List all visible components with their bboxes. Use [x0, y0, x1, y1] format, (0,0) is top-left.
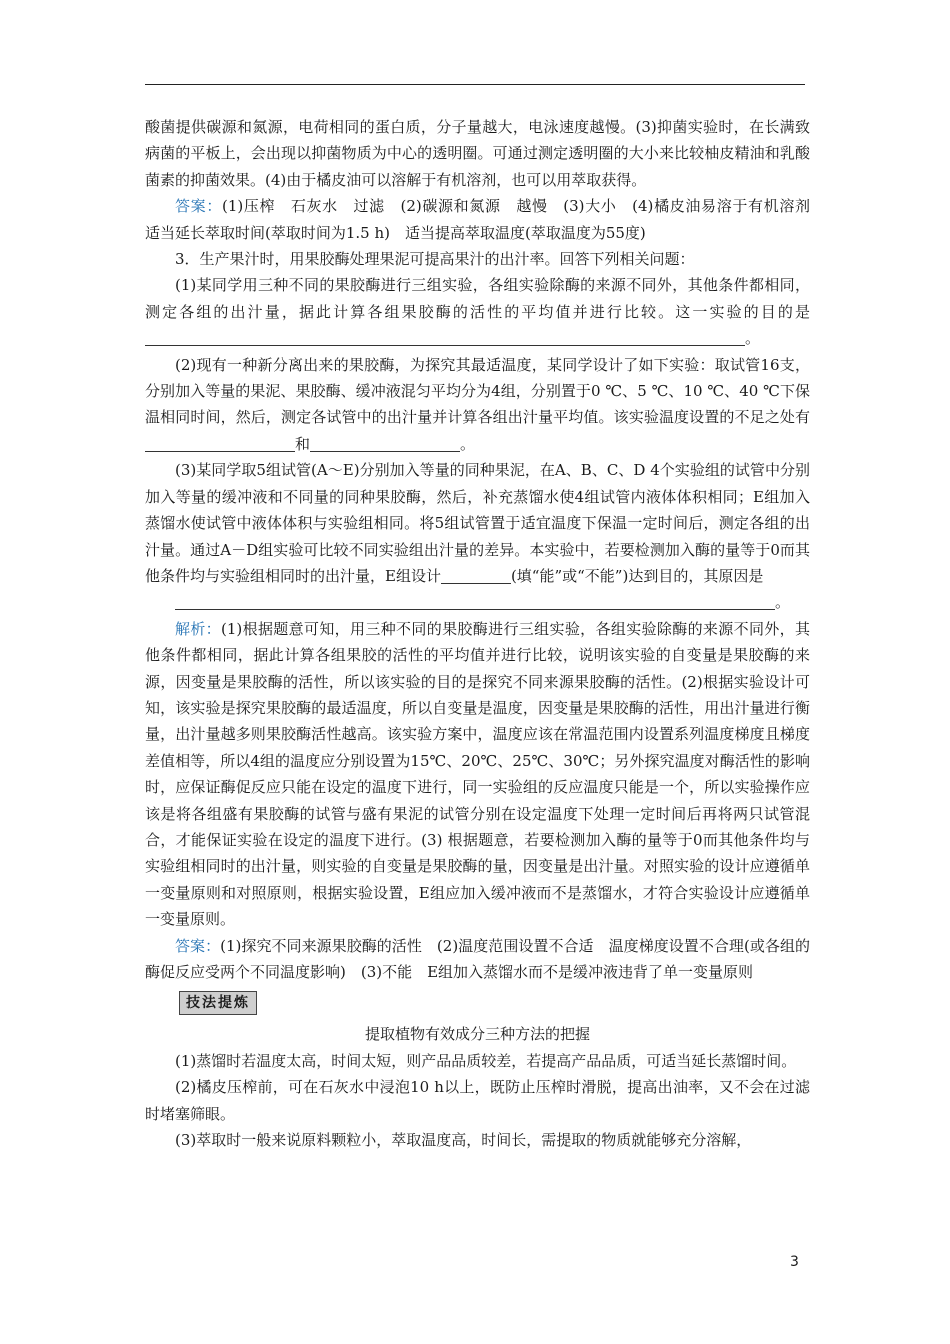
- answer-label: 答案：: [175, 936, 221, 955]
- connector-text: 和: [295, 434, 311, 453]
- question-3-stem: 3．生产果汁时，用果胶酶处理果泥可提高果汁的出汁率。回答下列相关问题：: [175, 250, 695, 269]
- answer-blank: [145, 329, 745, 346]
- answer-paragraph-1: [145, 193, 826, 246]
- question-text: (2)现有一种新分离出来的果胶酶，为探究其最适温度，某同学设计了如下实验：取试管16支，分别加入等量的果泥、果胶酶、缓冲液混匀平均分为4组，分别置于0 ℃、5 ℃、10 ℃、40 ℃下保温相同时间，然后，测定各试管中的出汁量并计算各组出汁量平均值。该实验温度设置的不足之处有: [145, 355, 810, 427]
- page-content: [145, 114, 826, 1153]
- answer-blank: [441, 567, 511, 584]
- question-3-part-1: [145, 272, 810, 351]
- question-text: (填“能”或“不能”)达到目的，其原因是: [510, 566, 764, 585]
- question-text: (3)某同学取5组试管(A～E)分别加入等量的同种果泥，在A、B、C、D 4个实验组的试管中分别加入等量的缓冲液和不同量的同种果胶酶，然后，补充蒸馏水使4组试管内液体体积相同；E组加入蒸馏水使试管中液体体积与实验组相同。将5组试管置于适宜温度下保温一定时间后，测定各组的出汁量。通过A－D组实验可比较不同实验组出汁量的差异。本实验中，若要检测加入酶的量等于0而其他条件均与实验组相同时的出汁量，E组设计: [145, 461, 810, 585]
- tip-tag: 技法提炼: [179, 991, 257, 1015]
- header-rule: [145, 84, 805, 85]
- question-text: (1)某同学用三种不同的果胶酶进行三组实验，各组实验除酶的来源不同外，其他条件都相同，测定各组的出汁量，据此计算各组果胶酶的活性的平均值并进行比较。这一实验的目的是: [145, 276, 810, 321]
- paragraph-continuation: 酸菌提供碳源和氮源，电荷相同的蛋白质，分子量越大，电泳速度越慢。(3)抑菌实验时，在长满致病菌的平板上，会出现以抑菌物质为中心的透明圈。可通过测定透明圈的大小来比较柚皮精油和乳酸菌素的抑菌效果。(4)由于橘皮油可以溶解于有机溶剂，也可以用萃取获得。: [145, 118, 810, 189]
- answer-blank: [310, 435, 460, 452]
- answer-line: [145, 589, 810, 615]
- question-3-part-3: [145, 457, 810, 589]
- answer-blank: [175, 593, 775, 610]
- analysis-text: (1)根据题意可知，用三种不同的果胶酶进行三组实验，各组实验除酶的来源不同外，其他条件都相同，据此计算各组果胶的活性的平均值并进行比较，说明该实验的自变量是果胶酶的来源，因变量是果胶酶的活性，所以该实验的目的是探究不同来源果胶酶的活性。(2)根据实验设计可知，该实验是探究果胶酶的最适温度，所以自变量是温度，因变量是果胶酶的活性，用出汁量进行衡量，出汁量越多则果胶酶活性越高。该实验方案中，温度应该在常温范围内设置系列温度梯度且梯度差值相等，所以4组的温度应分别设置为15℃、20℃、25℃、30℃；另外探究温度对酶活性的影响时，应保证酶促反应只能在设定的温度下进行，同一实验组的反应温度只能是一个，所以实验操作应该是将各组盛有果胶酶的试管与盛有果泥的试管分别在设定温度下处理一定时间后再将两只试管混合，才能保证实验在设定的温度下进行。(3) 根据题意，若要检测加入酶的量等于0而其他条件均与实验组相同时的出汁量，则实验的自变量是果胶酶的量，因变量是出汁量。对照实验的设计应遵循单一变量原则和对照原则，根据实验设置，E组应加入缓冲液而不是蒸馏水，才符合实验设计应遵循单一变量原则。: [145, 619, 810, 929]
- punctuation: 。: [745, 329, 761, 348]
- tip-title: 提取植物有效成分三种方法的把握: [364, 1025, 590, 1044]
- page-number: 3: [790, 1254, 799, 1270]
- analysis-paragraph: [145, 616, 810, 933]
- answer-text: (1)压榨 石灰水 过滤 (2)碳源和氮源 越慢 (3)大小 (4)橘皮油易溶于有机溶剂 适当延长萃取时间(萃取时间为1.5 h) 适当提高萃取温度(萃取温度为55度): [145, 197, 826, 242]
- answer-text: (1)探究不同来源果胶酶的活性 (2)温度范围设置不合适 温度梯度设置不合理(或各组的酶促反应受两个不同温度影响) (3)不能 E组加入蒸馏水而不是缓冲液违背了单一变量原则: [145, 936, 810, 981]
- tip-item: (3)萃取时一般来说原料颗粒小，萃取温度高，时间长，需提取的物质就能够充分溶解，: [175, 1131, 752, 1150]
- analysis-label: 解析：: [175, 619, 222, 638]
- punctuation: 。: [460, 434, 476, 453]
- answer-paragraph-2: [145, 933, 810, 986]
- tip-item: (2)橘皮压榨前，可在石灰水中浸泡10 h以上，既防止压榨时滑脱，提高出油率，又不会在过滤时堵塞筛眼。: [145, 1078, 810, 1123]
- tip-item: (1)蒸馏时若温度太高，时间太短，则产品品质较差，若提高产品品质，可适当延长蒸馏时间。: [175, 1051, 797, 1070]
- question-3-part-2: [145, 352, 810, 458]
- punctuation: 。: [775, 593, 791, 612]
- answer-label: 答案：: [175, 197, 222, 216]
- answer-blank: [145, 435, 295, 452]
